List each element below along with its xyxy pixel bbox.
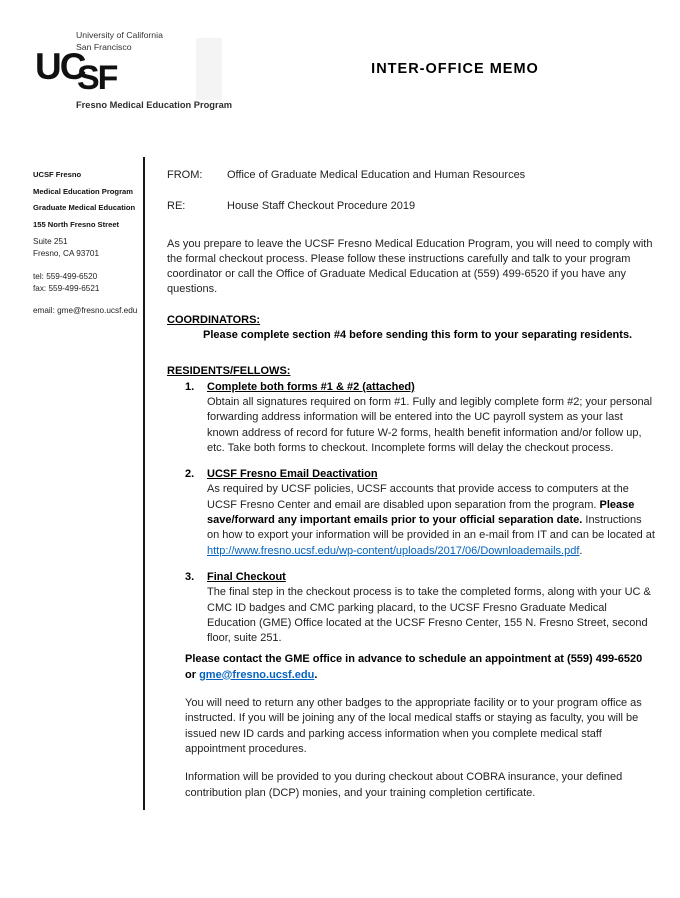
text-run: You will need to return any other badges to the appropriate facility or to your program office as instructed. If you will be joining any of the local medical staffs or staying as faculty, you will be issued new ID cards and parking access information when you complete medical staff appointment procedures. [185, 697, 642, 755]
sidebar-tel: tel: 559-499-6520 [33, 272, 98, 281]
list-item-number: 3. [185, 570, 195, 583]
sidebar-email: email: gme@fresno.ucsf.edu [33, 306, 138, 315]
text-run: As required by UCSF policies, UCSF accounts that provide access to computers at the UCSF Fresno Center and email are disabled upon separation from the program. [207, 483, 629, 511]
text-run: Please contact the GME office in advance to schedule an appointment at (559) 499-6520 or [185, 653, 643, 681]
coordinators-heading: COORDINATORS: [167, 313, 261, 326]
sidebar-org-line: Graduate Medical Education [33, 203, 136, 212]
text-run: Information will be provided to you during checkout about COBRA insurance, your defined contribution plan (DCP) monies, and your training completion certificate. [185, 771, 623, 799]
text-run: Please save/forward any important emails prior to your official separation date. [207, 498, 635, 527]
sidebar-street-line: 155 North Fresno Street [33, 219, 120, 229]
list-item-1 [185, 380, 656, 456]
list-item-number: 2. [185, 468, 195, 481]
checkout-steps-list [167, 380, 656, 801]
list-item-body [207, 482, 656, 558]
coordinators-note: Please complete section #4 before sending this form to your separating residents. [203, 329, 633, 342]
text-run: Obtain all signatures required on form #1. Fully and legibly complete form #2; your personal forwarding address information will be entered into the UC payroll system as your last known address of record for future W-2 forms, health benefit information and/or follow up, etc. Take both forms to checkout. Incomplete forms will delay the checkout process. [207, 395, 653, 454]
hyperlink[interactable]: http://www.fresno.ucsf.edu/wp-content/uploads/2017/06/Downloademails.pdf [207, 544, 580, 557]
badge-return-paragraph [185, 696, 656, 757]
sidebar-city-line: Fresno, CA 93701 [33, 249, 99, 258]
list-item-2 [185, 467, 656, 559]
sidebar-address-block [33, 170, 141, 317]
from-row [167, 168, 656, 183]
sidebar-fax: fax: 559-499-6521 [33, 283, 100, 293]
re-row [167, 199, 656, 214]
sidebar-suite-line: Suite 251 [33, 237, 68, 246]
residents-heading: RESIDENTS/FELLOWS: [167, 365, 291, 378]
re-label: RE: [167, 200, 186, 213]
from-value: Office of Graduate Medical Education and Human Resources [227, 169, 526, 181]
logo-uc-letters: UC [35, 46, 85, 87]
re-value: House Staff Checkout Procedure 2019 [227, 200, 416, 213]
logo-background-box [196, 38, 222, 100]
hyperlink[interactable]: gme@fresno.ucsf.edu [199, 668, 315, 681]
cobra-info-paragraph [185, 770, 656, 801]
sidebar-org-line: UCSF Fresno [33, 170, 82, 179]
from-label: FROM: [167, 169, 203, 181]
memo-title: INTER-OFFICE MEMO [371, 61, 539, 77]
list-item-title: Complete both forms #1 & #2 (attached) [207, 380, 415, 393]
university-line-1: University of California [76, 30, 163, 40]
university-line-2: San Francisco [76, 42, 132, 52]
text-run: . [314, 668, 318, 681]
vertical-divider [143, 157, 145, 810]
list-item-body [207, 585, 656, 646]
text-run: Instructions on how to export your information will be provided in an e-mail from IT and can be located at [207, 514, 655, 542]
memo-body [167, 168, 656, 801]
list-item-title: Final Checkout [207, 570, 286, 583]
intro-paragraph: As you prepare to leave the UCSF Fresno Medical Education Program, you will need to comply with the formal checkout process. Please follow these instructions carefully and talk to your program coordinator or call the Office of Graduate Medical Education at (559) 499-6520 if you have any questions. [167, 237, 653, 296]
ucsf-logo [35, 48, 130, 103]
list-item-number: 1. [185, 380, 195, 393]
text-run: The final step in the checkout process is to take the completed forms, along with your UC & CMC ID badges and CMC parking placard, to the UCSF Fresno Graduate Medical Education (GME) Office located at the UCSF Fresno Center, 155 N. Fresno Street, second floor, suite 251. [207, 586, 651, 645]
list-item-body [207, 395, 656, 456]
text-run: . [579, 544, 583, 557]
coordinators-section [167, 313, 656, 344]
list-item-3 [185, 570, 656, 646]
list-item-title: UCSF Fresno Email Deactivation [207, 468, 378, 481]
sidebar-org-line: Medical Education Program [33, 186, 134, 196]
contact-appointment-paragraph [185, 652, 656, 683]
residents-section [167, 364, 656, 800]
program-name: Fresno Medical Education Program [76, 100, 233, 110]
logo-sf-letters: SF [77, 59, 117, 97]
